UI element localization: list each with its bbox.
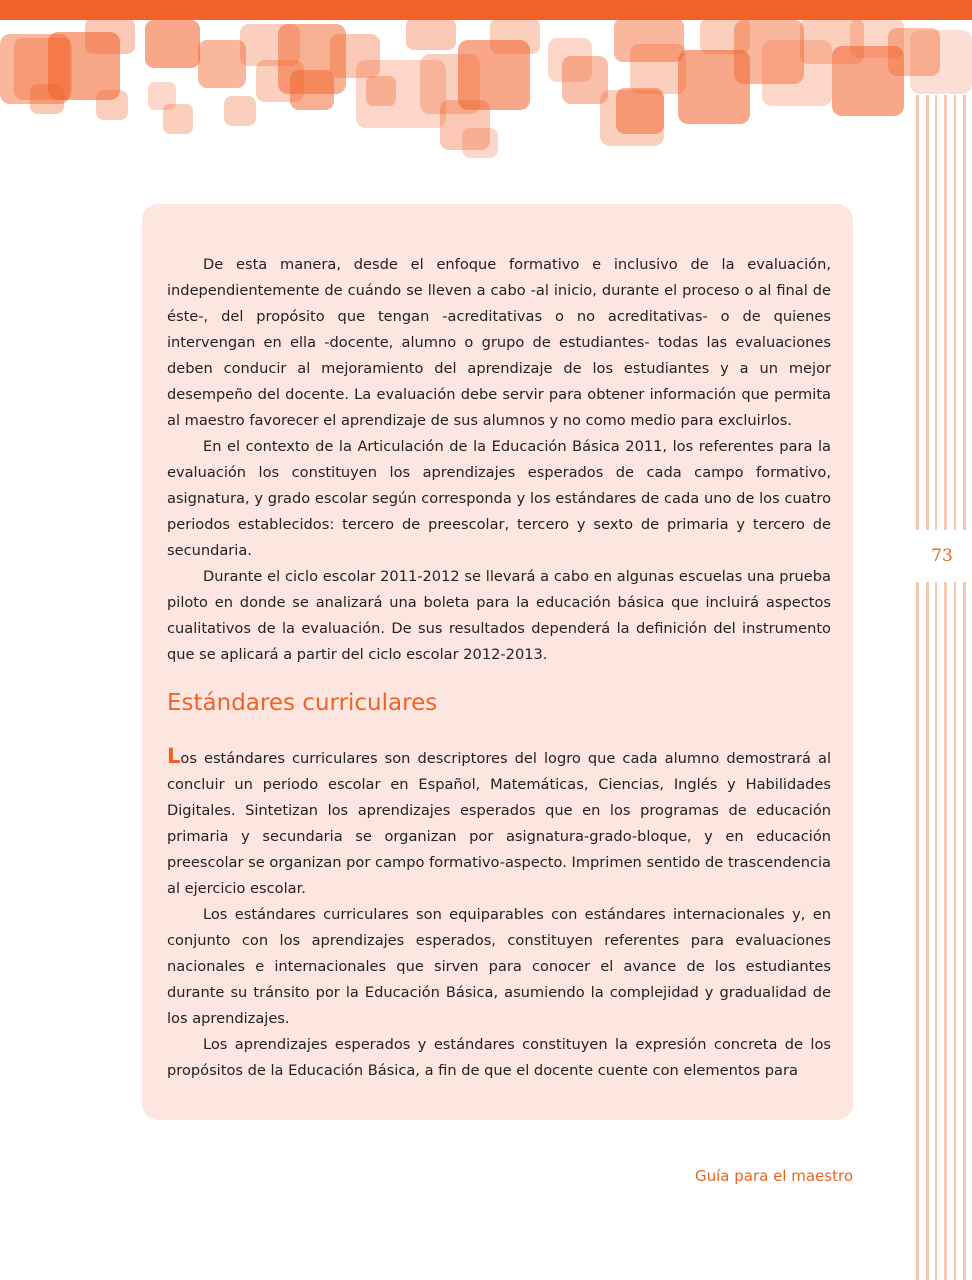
page-number: 73 <box>912 530 972 582</box>
body-paragraph: Los estándares curriculares son equiparables con estándares internacionales y, en conjunto con los aprendizajes esperados, constituyen referentes para evaluaciones nacionales e internacionales que sirven para conocer el avance de los estudiantes durante su tránsito por la Educación Básica, asumiendo la complejidad y gradualidad de los aprendizajes. <box>167 906 831 1027</box>
body-paragraph: En el contexto de la Articulación de la Educación Básica 2011, los referentes para la evaluación los constituyen los aprendizajes esperados de cada campo formativo, asignatura, y grado escolar según corresponda y los estándares de cada uno de los cuatro periodos establecidos: tercero de preescolar, tercero y sexto de primaria y tercero de secundaria. <box>167 438 831 559</box>
right-margin-stripes <box>912 95 972 1280</box>
body-paragraph: Durante el ciclo escolar 2011-2012 se llevará a cabo en algunas escuelas una prueba piloto en donde se analizará una boleta para la educación básica que incluirá aspectos cualitativos de la evaluación. De sus resultados dependerá la definición del instrumento que se aplicará a partir del ciclo escolar 2012-2013. <box>167 568 831 663</box>
header-decoration <box>0 0 972 170</box>
section-first-paragraph-text: os estándares curriculares son descriptores del logro que cada alumno demostrará al concluir un periodo escolar en Español, Matemáticas, Ciencias, Inglés y Habilidades Digitales. Sintetizan los aprendizajes esperados que en los programas de educación primaria y secundaria se organizan por asignatura-grado-bloque, y en educación preescolar se organizan por campo formativo-aspecto. Imprimen sentido de trascendencia al ejercicio escolar. <box>167 750 831 897</box>
section-heading: Estándares curriculares <box>167 690 438 716</box>
drop-cap-letter: L <box>167 744 181 768</box>
body-paragraph: De esta manera, desde el enfoque formativo e inclusivo de la evaluación, independientemente de cuándo se lleven a cabo -al inicio, durante el proceso o al final de éste-, del propósito que tengan -acreditativas o no acreditativas- o de quienes intervengan en ella -docente, alumno o grupo de estudiantes- todas las evaluaciones deben conducir al mejoramiento del aprendizaje de los estudiantes y a un mejor desempeño del docente. La evaluación debe servir para obtener información que permita al maestro favorecer el aprendizaje de sus alumnos y no como medio para excluirlos. <box>167 256 831 429</box>
content-panel <box>142 204 853 1120</box>
body-paragraph: Los aprendizajes esperados y estándares constituyen la expresión concreta de los propósitos de la Educación Básica, a fin de que el docente cuente con elementos para <box>167 1036 831 1079</box>
section-first-paragraph <box>167 743 831 902</box>
footer-title: Guía para el maestro <box>694 1167 853 1185</box>
